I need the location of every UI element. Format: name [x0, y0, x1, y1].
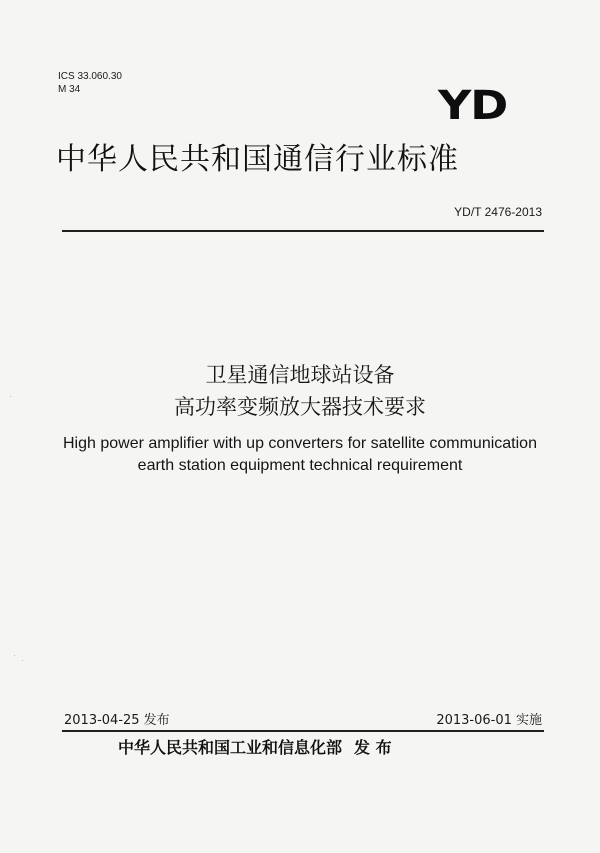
classification-block	[58, 70, 122, 96]
publish-action: 发 布	[354, 738, 392, 757]
english-title-line-2: earth station equipment technical requirement	[137, 457, 463, 474]
classification-code: M 34	[58, 84, 81, 95]
ics-code: ICS 33.060.30	[58, 71, 122, 82]
scan-speck	[14, 655, 15, 656]
scan-speck	[10, 396, 11, 397]
standard-number: YD/T 2476-2013	[454, 205, 542, 219]
english-title-line-1: High power amplifier with up converters for satellite communication	[63, 435, 537, 452]
publisher-name: 中华人民共和国工业和信息化部	[118, 738, 343, 757]
top-divider	[62, 230, 544, 232]
implementation-date: 2013-06-01 实施	[436, 713, 542, 728]
bottom-divider	[62, 730, 544, 732]
chinese-title-line-1: 卫星通信地球站设备	[205, 363, 395, 387]
publisher-line	[118, 737, 392, 759]
issue-date: 2013-04-25 发布	[64, 713, 170, 728]
scan-speck	[22, 660, 23, 661]
yd-logo: YD	[438, 83, 508, 129]
chinese-title-line-2: 高功率变频放大器技术要求	[174, 395, 426, 419]
industry-standard-title: 中华人民共和国通信行业标准	[56, 142, 459, 177]
